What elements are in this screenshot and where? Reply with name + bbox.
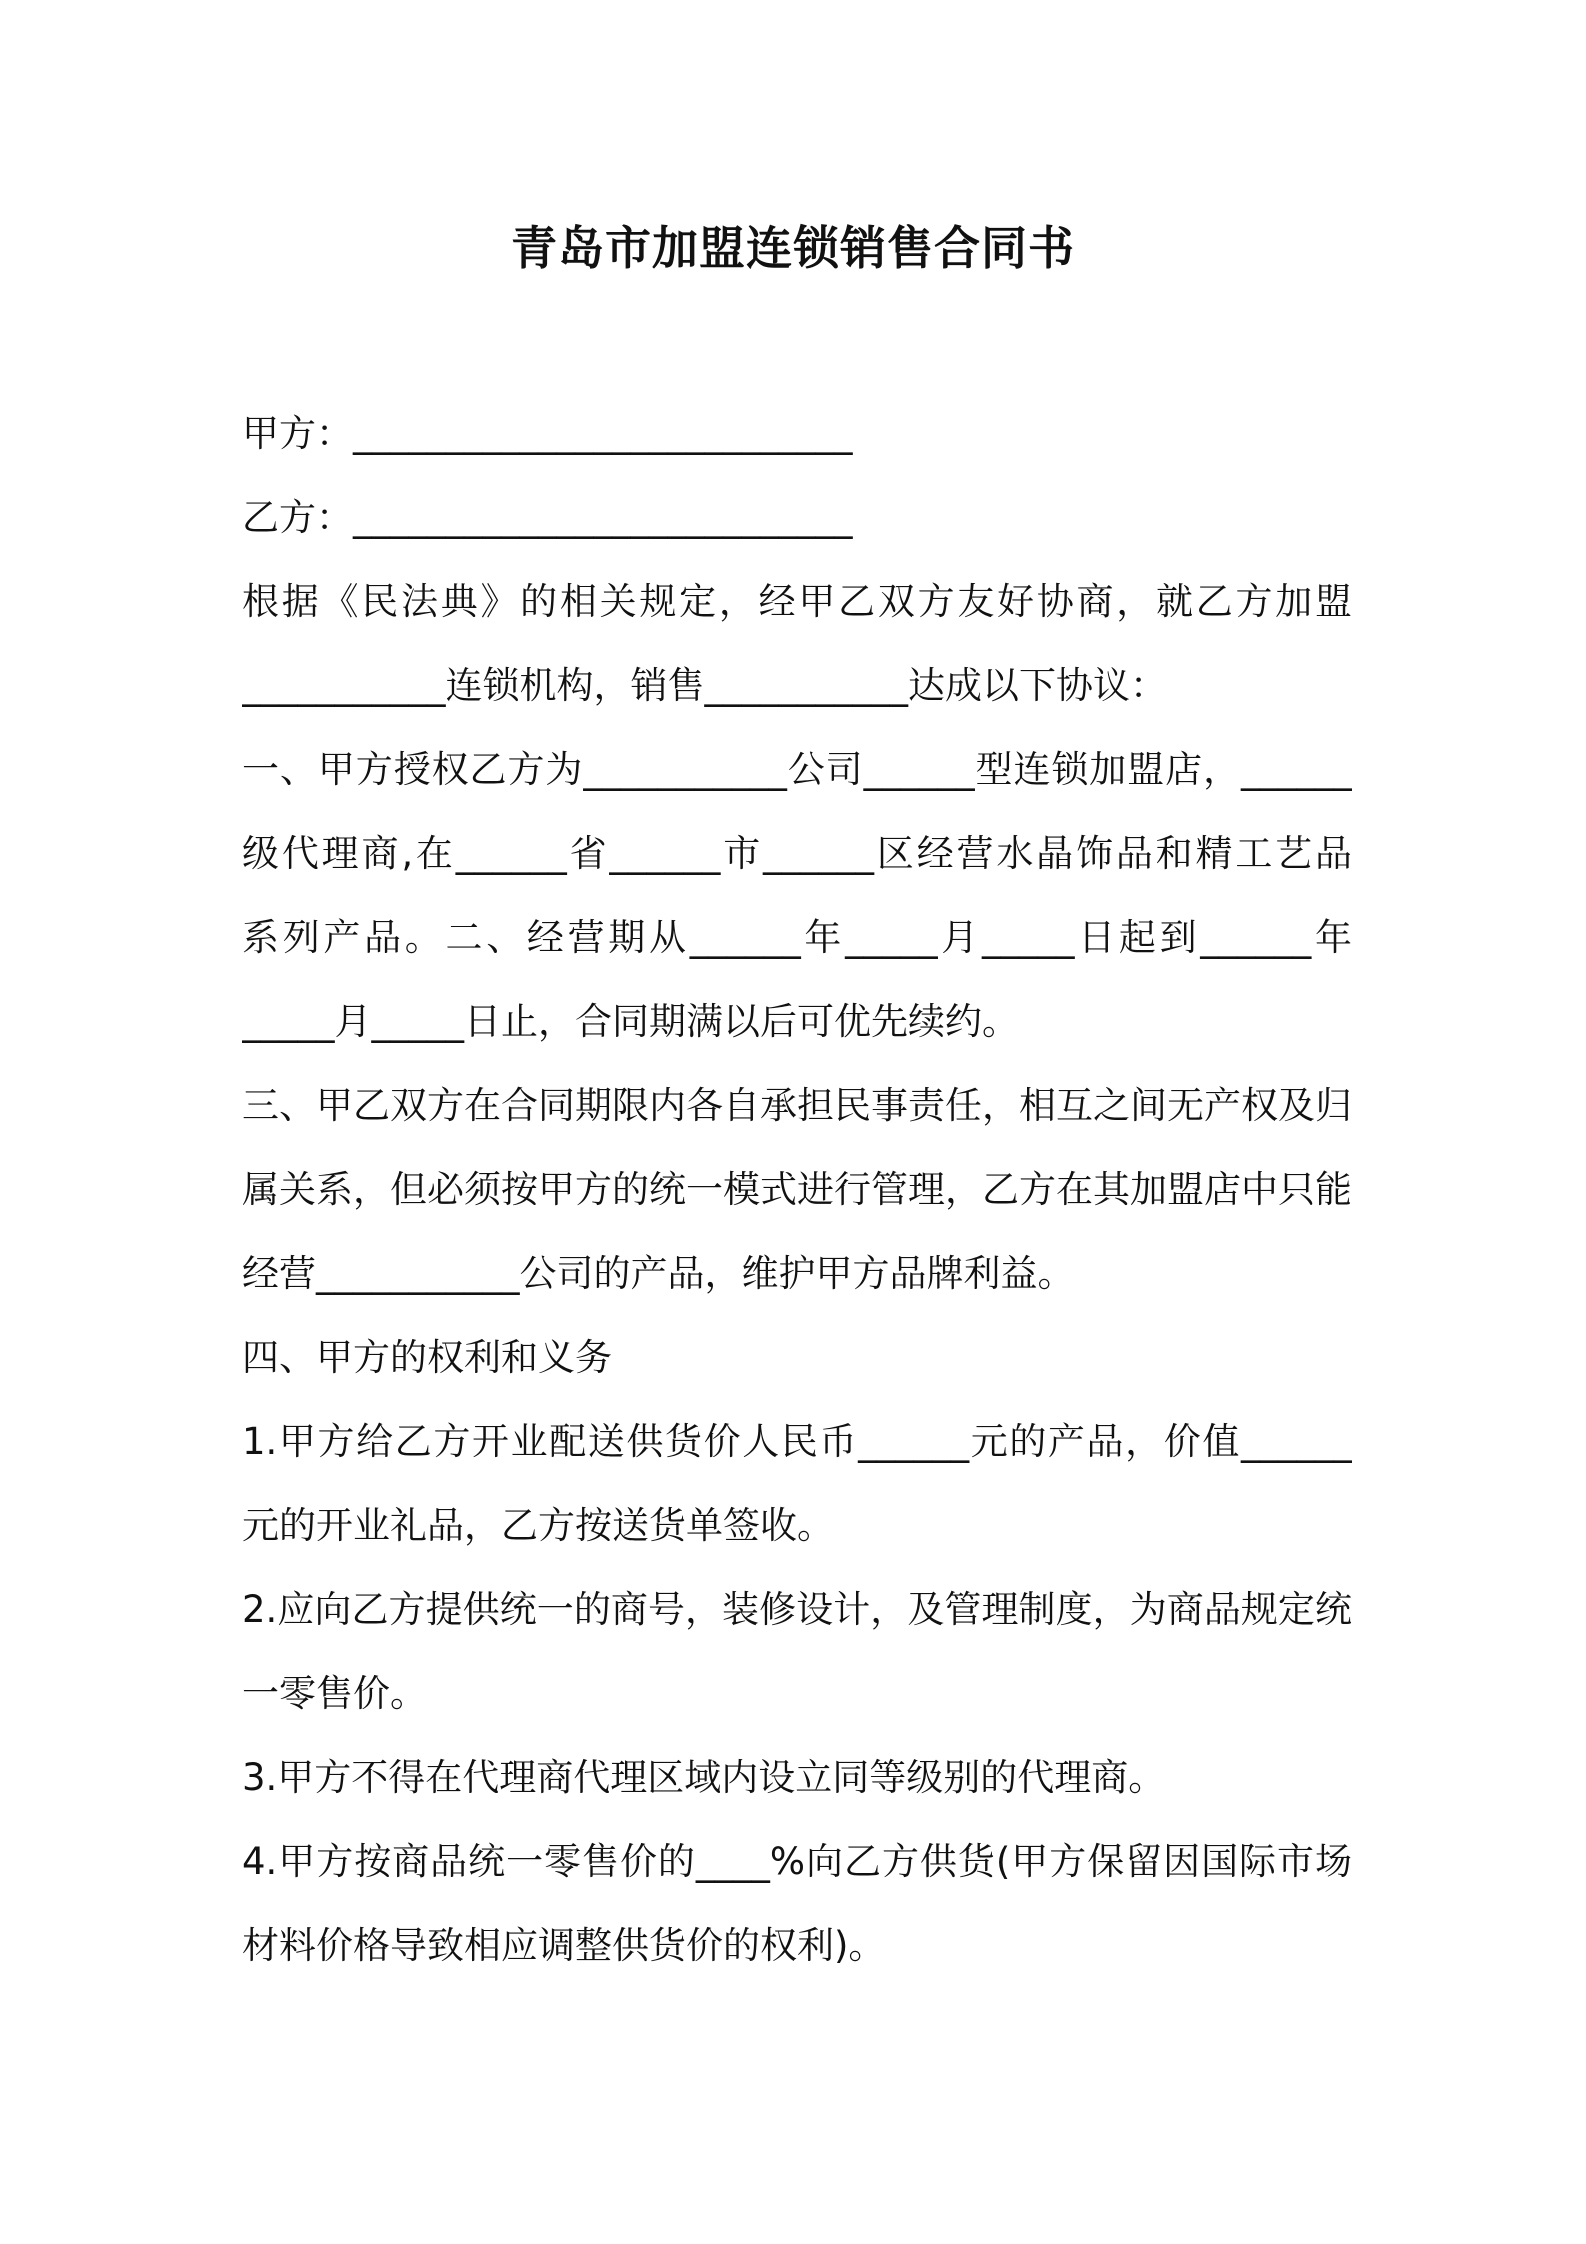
intro-line-2: ___________连锁机构，销售___________达成以下协议： [242,664,1167,707]
item-2-line-1: 2.应向乙方提供统一的商号，装修设计，及管理制度，为商品规定统 [242,1588,1352,1631]
clause-1-line-1: 一、甲方授权乙方为___________公司______型连锁加盟店，______ [242,748,1352,791]
item-4-line-1: 4.甲方按商品统一零售价的____%向乙方供货(甲方保留因国际市场 [242,1840,1352,1883]
item-1-line-1: 1.甲方给乙方开业配送供货价人民币______元的产品，价值______ [242,1420,1352,1463]
clause-3-line-1: 三、甲乙双方在合同期限内各自承担民事责任，相互之间无产权及归 [242,1084,1352,1127]
document-title: 青岛市加盟连锁销售合同书 [511,221,1075,275]
party-a-line: 甲方：___________________________ [242,412,853,455]
clause-3-line-3: 经营___________公司的产品，维护甲方品牌利益。 [242,1252,1075,1295]
clause-2-line-1: 系列产品。二、经营期从______年_____月_____日起到______年 [242,916,1352,959]
clause-2-line-2: _____月_____日止，合同期满以后可优先续约。 [242,1000,1019,1043]
item-3-line: 3.甲方不得在代理商代理区域内设立同等级别的代理商。 [242,1756,1166,1799]
intro-line-1: 根据《民法典》的相关规定，经甲乙双方友好协商，就乙方加盟 [242,580,1352,623]
party-b-line: 乙方：___________________________ [242,496,853,539]
item-4-line-2: 材料价格导致相应调整供货价的权利)。 [242,1924,886,1967]
clause-3-line-2: 属关系，但必须按甲方的统一模式进行管理，乙方在其加盟店中只能 [242,1168,1352,1211]
item-1-line-2: 元的开业礼品，乙方按送货单签收。 [242,1504,834,1547]
clause-1-line-2: 级代理商,在______省______市______区经营水晶饰品和精工艺品 [242,832,1352,875]
item-2-line-2: 一零售价。 [242,1672,427,1715]
document-body [242,404,1352,2000]
section-4-heading: 四、甲方的权利和义务 [242,1336,612,1379]
